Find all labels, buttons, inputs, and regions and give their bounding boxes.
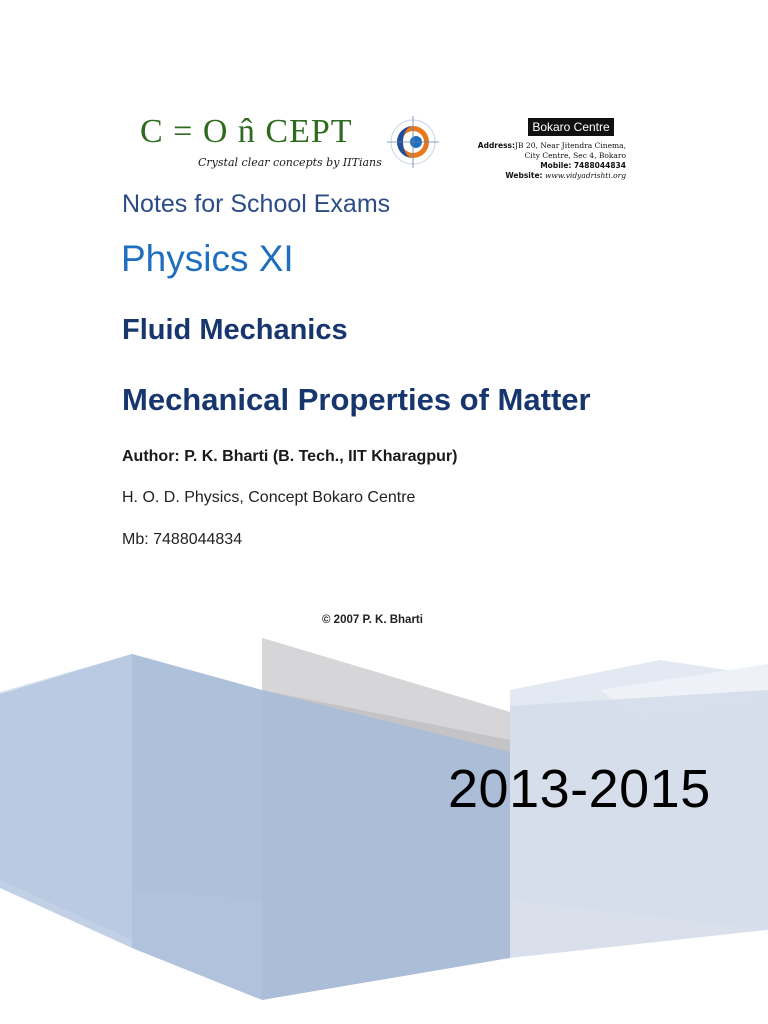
logo-tagline: Crystal clear concepts by IITians [198,156,382,169]
copyright: © 2007 P. K. Bharti [322,614,423,626]
notes-heading: Notes for School Exams [122,190,391,218]
decorative-panels [0,620,768,1024]
concept-target-icon [385,116,441,168]
author-role: H. O. D. Physics, Concept Bokaro Centre [122,489,416,506]
subject-title: Physics XI [121,238,294,279]
centre-mobile: Mobile: 7488044834 [540,161,626,170]
concept-logo [140,112,445,182]
centre-website: Website: www.vidyadrishti.org [505,171,626,180]
topic-mechanical-properties: Mechanical Properties of Matter [122,382,591,417]
centre-badge: Bokaro Centre [528,118,614,136]
topic-fluid-mechanics: Fluid Mechanics [122,314,348,346]
years-range: 2013-2015 [448,759,711,819]
centre-address-line-2: City Centre, Sec 4, Bokaro [524,151,626,160]
author-mobile: Mb: 7488044834 [122,531,243,548]
centre-address-line-1: Address:JB 20, Near Jitendra Cinema, [477,141,626,150]
author-line: Author: P. K. Bharti (B. Tech., IIT Kharagpur) [122,448,458,465]
logo-wordmark: C = O n̂ CEPT [140,113,353,150]
